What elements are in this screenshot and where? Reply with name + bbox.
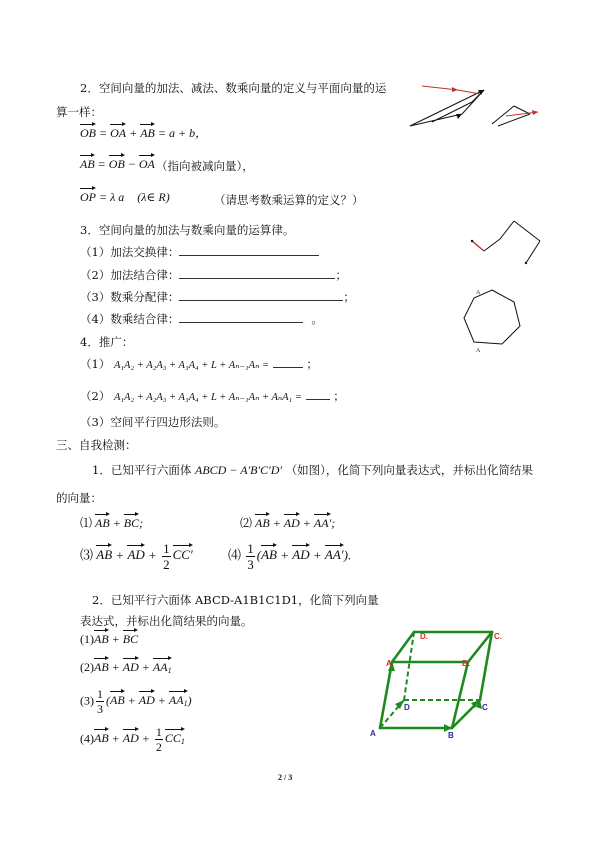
- formula-2: AB = OB − OA: [80, 157, 155, 171]
- formula-1-rhs: = a + b，: [157, 126, 208, 140]
- label-c1: C.: [494, 632, 502, 641]
- label-d1: D.: [420, 632, 428, 641]
- label-a: A: [370, 729, 376, 738]
- law-commutative-blank[interactable]: [179, 244, 319, 256]
- s4-item3: （3）空间平行四边形法则。: [80, 415, 226, 429]
- q1-body: ABCD − A′B′C′D′: [194, 463, 283, 477]
- label-b: B: [448, 731, 454, 740]
- law-distributive: （3）数乘分配律： ；: [80, 290, 355, 304]
- s4-item2-blank[interactable]: [306, 388, 330, 400]
- vec-ab-2: AB: [80, 157, 95, 171]
- q2-item1: (1)AB + BC: [80, 632, 139, 646]
- law-scalar-associative: （4）数乘结合律： 。: [80, 312, 323, 326]
- s5-title: 三、自我检测：: [56, 438, 137, 452]
- formula-2-note: （指向被减向量），: [156, 159, 254, 173]
- s4-item2-expr: A₁A₂ + A₂A₃ + A₃A₄ + L + Aₙ₋₁Aₙ + AₙA₁ =: [113, 392, 302, 403]
- s4-item2: （2） A₁A₂ + A₂A₃ + A₃A₄ + L + Aₙ₋₁Aₙ + AₙA₁ = ；: [80, 389, 345, 403]
- law-associative: （2）加法结合律： ；: [80, 268, 347, 282]
- s4-title: 4．推广：: [80, 335, 134, 349]
- q2-line2: 表达式，并标出化简结果的向量。: [80, 614, 253, 628]
- q2-item2: (2)AB + AD + $AA_1$: [80, 660, 172, 675]
- formula-3-note: （请思考数乘运算的定义？）: [214, 193, 364, 207]
- law-associative-blank[interactable]: [179, 267, 335, 279]
- page-number: 2 / 3: [278, 773, 293, 782]
- label-b1: B.: [462, 659, 470, 668]
- q1-line2: 的向量：: [56, 491, 102, 505]
- s3-title: 3．空间向量的加法与数乘向量的运算律。: [80, 223, 295, 237]
- law-scalar-blank[interactable]: [179, 311, 303, 323]
- svg-text:A: A: [476, 348, 481, 354]
- s2-line1: 2．空间向量的加法、减法、数乘向量的定义与平面向量的运: [80, 81, 387, 95]
- label-c: C: [482, 703, 488, 712]
- q1-item3: ⑶ AB + AD + $\frac{1}{2}$ CC′: [80, 541, 193, 572]
- s4-item1-expr: A₁A₂ + A₂A₃ + A₃A₄ + L + Aₙ₋₁Aₙ =: [113, 360, 270, 371]
- law-distributive-blank[interactable]: [179, 289, 343, 301]
- open-polygon-figure: [466, 215, 546, 270]
- law-commutative: （1）加法交换律：: [80, 244, 319, 260]
- closed-polygon-figure: [458, 282, 534, 354]
- formula-3: [80, 190, 170, 205]
- q2-item3: (3) $\frac{1}{3}$ (AB + AD + $AA_1$): [80, 687, 192, 716]
- q1-item2: ⑵ AB + AD + AA′;: [240, 516, 336, 530]
- formula-3-rhs: = λ a: [99, 190, 125, 204]
- vec-ob: OB: [80, 126, 96, 140]
- vec-ab: AB: [140, 126, 155, 140]
- label-d: D: [404, 703, 410, 712]
- s4-item1-blank[interactable]: [273, 356, 303, 368]
- svg-text:A: A: [476, 290, 481, 296]
- label-a1: A.: [386, 659, 394, 668]
- formula-3-cond: (λ∈ R): [137, 190, 170, 204]
- vector-addition-figure: [402, 76, 544, 136]
- q2-line1: 2．已知平行六面体 ABCD-A1B1C1D1，化简下列向量: [92, 593, 379, 607]
- q1-item4: ⑷ $\frac{1}{3}$ (AB + AD + AA′).: [228, 541, 352, 572]
- q2-item4: (4)AB + AD + $\frac{1}{2}$ $CC_1$: [80, 725, 185, 754]
- s4-item1: （1） A₁A₂ + A₂A₃ + A₃A₄ + L + Aₙ₋₁Aₙ = ；: [80, 357, 318, 371]
- q1-line1: 1．已知平行六面体 ABCD − A′B′C′D′ （如图），化简下列向量表达式，并标出化简结果: [92, 463, 533, 477]
- q1-item1: ⑴ AB + BC;: [80, 516, 144, 530]
- s2-line2: 算一样：: [56, 105, 102, 119]
- vec-oa: OA: [110, 126, 127, 140]
- vec-oa-2: OA: [138, 157, 155, 171]
- vec-ob-2: OB: [108, 157, 125, 171]
- vec-op: OP: [80, 190, 96, 204]
- formula-1: OB = OA + AB = a + b，: [80, 126, 208, 140]
- parallelepiped-figure: [362, 622, 510, 744]
